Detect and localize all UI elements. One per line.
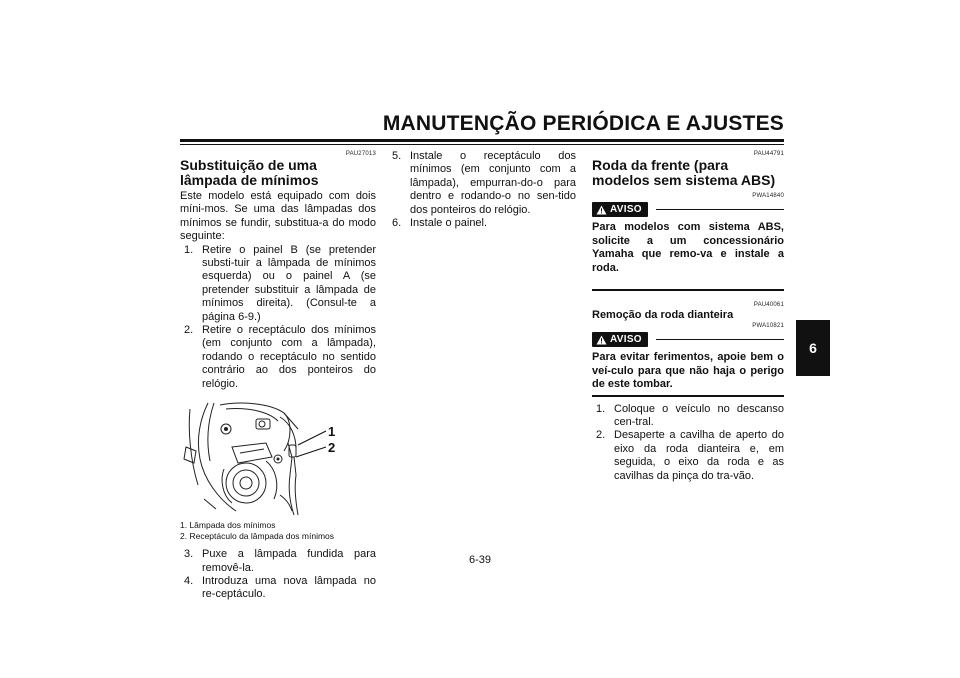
section-code: PAU27013 [345, 151, 376, 157]
step-item [180, 324, 376, 391]
step-number: 5. [392, 150, 402, 162]
step-text: Instale o receptáculo dos mínimos (em conjunto com a lâmpada), empurran-do-o para dentro e rodando-o no sen-tido dos ponteiros do relógio. [410, 150, 576, 216]
warning-text: Para modelos com sistema ABS, solicite a um concessionário Yamaha que remo-va e instale a roda. [592, 221, 784, 274]
step-text: Coloque o veículo no descanso cen-tral. [614, 402, 784, 429]
section-heading-front-wheel: Roda da frente (para modelos sem sistema ABS) [592, 157, 776, 188]
figure-caption: 2. Receptáculo da lâmpada dos mínimos [180, 531, 335, 542]
warning-label: AVISO [610, 334, 642, 346]
step-item [392, 150, 576, 217]
subheading-front-wheel-removal: Remoção da roda dianteira [592, 309, 734, 322]
step-number: 6. [392, 217, 402, 230]
step-text: Introduza uma nova lâmpada no re-ceptáculo. [202, 574, 376, 601]
warning-triangle-icon [596, 205, 607, 215]
step-number: 2. [184, 324, 194, 337]
warning-header [592, 202, 784, 217]
step-item [180, 548, 376, 575]
step-number: 4. [184, 574, 194, 587]
warning-badge [592, 332, 648, 347]
position-lamp-illustration [180, 399, 370, 517]
step-text: Puxe a lâmpada fundida para removê-la. [202, 548, 376, 574]
step-text: Retire o painel B (se pretender substi-tuir a lâmpada de mínimos esquerda) ou o painel A (se pretender substituir a lâmpada de mínimos direita). (Consul-te a página 6-9.) [202, 243, 376, 323]
page-header-title: MANUTENÇÃO PERIÓDICA E AJUSTES [382, 112, 784, 135]
warning-label: AVISO [610, 204, 642, 215]
chapter-tab: 6 [796, 320, 830, 376]
step-item [592, 429, 784, 483]
callout-2: 2 [328, 440, 336, 456]
intro-paragraph: Este modelo está equipado com dois míni-mos. Se uma das lâmpadas dos mínimos se fundir, substitua-a do modo seguinte: [180, 190, 376, 243]
step-item [180, 244, 376, 324]
warning-rule [656, 339, 784, 340]
warning-code: PWA10821 [752, 323, 784, 330]
section-code: PAU40061 [753, 302, 784, 309]
section-code: PAU44791 [753, 151, 784, 157]
warning-header [592, 332, 784, 347]
column-left [180, 150, 376, 602]
step-item [180, 575, 376, 602]
step-text: Instale o painel. [410, 217, 488, 230]
warning-text: Para evitar ferimentos, apoie bem o veí-culo para que não haja o perigo de este tombar. [592, 351, 784, 391]
warning-badge [592, 202, 648, 217]
page-number: 6-39 [468, 554, 492, 566]
column-right [592, 150, 784, 483]
step-item [392, 217, 576, 230]
step-number: 3. [184, 548, 194, 561]
callout-1: 1 [328, 424, 336, 440]
warning-rule [656, 209, 784, 210]
warning-bottom-rule [592, 289, 784, 291]
figure-caption: 1. Lâmpada dos mínimos [180, 520, 276, 531]
position-lamp-drawing [180, 399, 370, 517]
header-rule-thin [180, 144, 784, 145]
step-text: Desaperte a cavilha de aperto do eixo da roda dianteira e, em seguida, o eixo da roda e as cavilhas da pinça do tra-vão. [614, 429, 784, 482]
step-number: 1. [596, 402, 606, 415]
step-text: Retire o receptáculo dos mínimos (em conjunto com a lâmpada), rodando o receptáculo no sentido contrário ao dos ponteiros do relógio. [202, 324, 376, 390]
section-heading-position-lamp: Substituição de uma lâmpada de mínimos [180, 157, 319, 188]
warning-code: PWA14840 [752, 193, 784, 199]
step-number: 1. [184, 243, 194, 256]
column-middle [392, 150, 576, 230]
step-number: 2. [596, 429, 606, 442]
step-item [592, 403, 784, 430]
header-rule-thick [180, 139, 784, 142]
warning-triangle-icon [596, 335, 607, 345]
warning-bottom-rule [592, 395, 784, 397]
